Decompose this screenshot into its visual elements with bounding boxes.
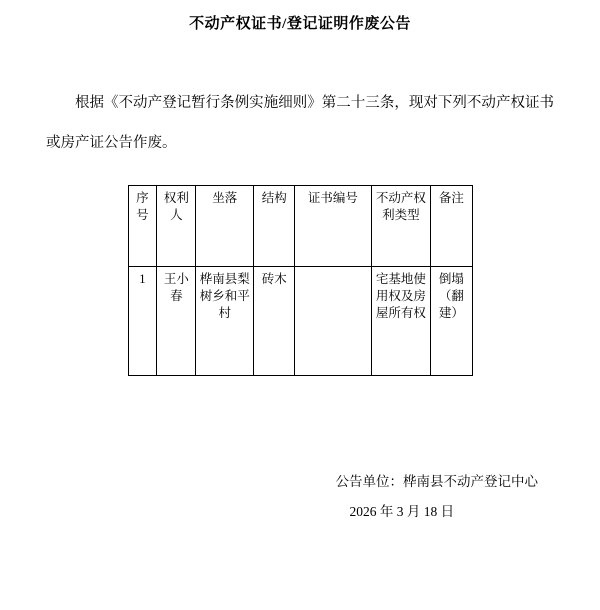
document-page xyxy=(0,12,600,610)
column-header-seq: 序号 xyxy=(128,186,157,267)
notice-table xyxy=(128,185,473,376)
column-header-structure: 结构 xyxy=(254,186,295,267)
table-body xyxy=(128,267,472,376)
column-header-location: 坐落 xyxy=(196,186,254,267)
column-header-right-type: 不动产权利类型 xyxy=(371,186,431,267)
cell-right-type: 宅基地使用权及房屋所有权 xyxy=(371,267,431,376)
cell-seq: 1 xyxy=(128,267,157,376)
column-header-owner: 权利人 xyxy=(157,186,196,267)
cell-owner: 王小春 xyxy=(157,267,196,376)
date-line: 2026 年 3 月 18 日 xyxy=(349,504,455,519)
table-header-row xyxy=(128,186,472,267)
cell-cert-no xyxy=(295,267,371,376)
issuer-line: 公告单位：桦南县不动产登记中心 xyxy=(335,474,538,489)
table-header xyxy=(128,186,472,267)
document-paragraph: 根据《不动产登记暂行条例实施细则》第二十三条，现对下列不动产权证书或房产证公告作废。 xyxy=(46,95,554,151)
cell-remark: 倒塌（翻建） xyxy=(431,267,472,376)
cell-location: 桦南县梨树乡和平村 xyxy=(196,267,254,376)
page-title: 不动产权证书/登记证明作废公告 xyxy=(189,16,411,32)
column-header-cert-no: 证书编号 xyxy=(295,186,371,267)
table-row xyxy=(128,267,472,376)
column-header-remark: 备注 xyxy=(431,186,472,267)
notice-table-container xyxy=(0,185,600,376)
cell-structure: 砖木 xyxy=(254,267,295,376)
document-footer xyxy=(336,467,539,527)
